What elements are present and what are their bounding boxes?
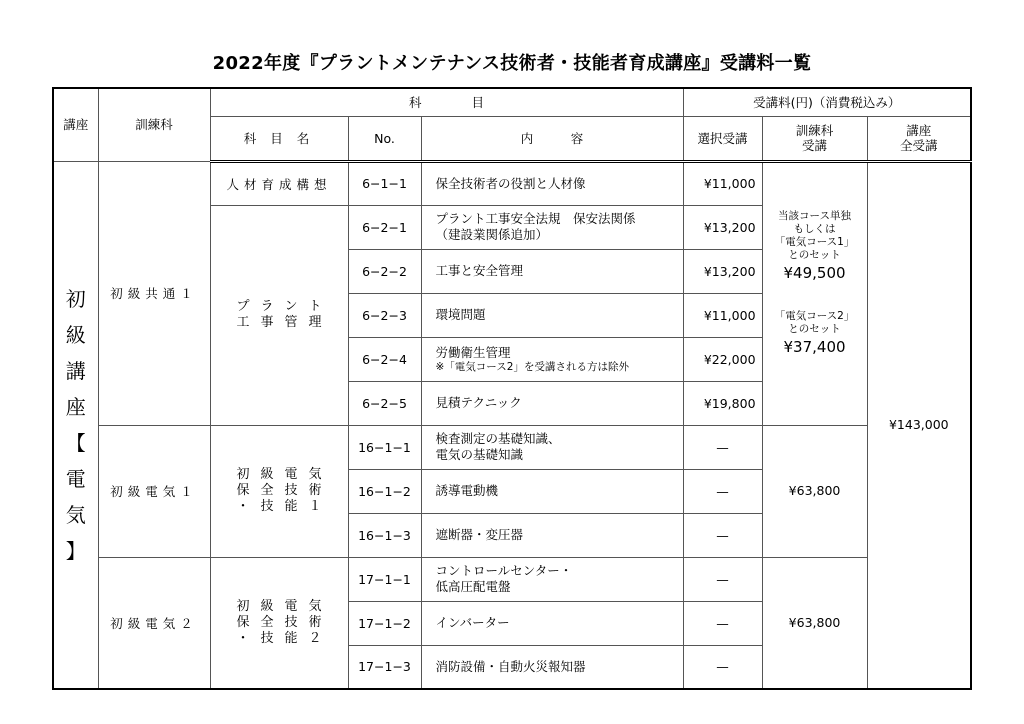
row-fee: ¥13,200: [683, 249, 762, 293]
course-char: 】: [65, 538, 86, 563]
row-no: 16−1−2: [348, 469, 421, 513]
header-subject-name: 科 目 名: [210, 116, 348, 161]
row-content-note: ※「電気コース2」を受講される方は除外: [435, 360, 629, 373]
grid-char: １: [308, 499, 322, 514]
subject-name-plant: [210, 205, 348, 425]
row-content-main: 環境問題: [435, 307, 486, 322]
row-content-sub: （建設業関係追加）: [435, 227, 549, 242]
row-fee: —: [683, 425, 762, 469]
course-name: [54, 281, 98, 569]
row-fee: —: [683, 557, 762, 601]
grid-char: 保: [236, 614, 250, 630]
row-content: [421, 337, 683, 381]
grid-char: 初: [236, 467, 250, 482]
training-fee-common: [762, 161, 867, 425]
training-elec-2: 初級電気２: [98, 557, 210, 689]
header-subject: 科 目: [210, 88, 683, 116]
fee-table: [52, 87, 972, 690]
course-total-fee: ¥143,000: [867, 161, 971, 689]
grid-char: 理: [308, 315, 322, 330]
row-content-main: 消防設備・自動火災報知器: [435, 658, 586, 674]
grid-char: 技: [260, 630, 274, 646]
row-no: 6−2−1: [348, 205, 421, 249]
grid-char: 電: [284, 598, 298, 614]
fee-note-1-line: 当該コース単独: [778, 209, 852, 222]
grid-char: 能: [284, 499, 298, 514]
grid-char: 技: [284, 483, 298, 498]
subject-name-elec-2: [210, 557, 348, 689]
grid-char: 術: [308, 483, 322, 498]
grid-char: 気: [308, 598, 322, 614]
row-content-main: 誘導電動機: [435, 483, 499, 498]
row-content: [421, 513, 683, 557]
row-no: 17−1−3: [348, 645, 421, 689]
grid-char: 初: [236, 598, 250, 614]
grid-char: 技: [284, 614, 298, 630]
header-course-fee-line2: 全受講: [900, 138, 938, 153]
row-content-main: 労働衛生管理: [435, 344, 511, 360]
row-content-sub: 電気の基礎知識: [435, 447, 524, 462]
grid-char: ラ: [260, 299, 274, 314]
row-no: 6−2−5: [348, 381, 421, 425]
row-content: [421, 249, 683, 293]
row-fee: —: [683, 601, 762, 645]
grid-char: 保: [236, 483, 250, 498]
grid-char: プ: [236, 299, 250, 314]
course-char: 気: [65, 502, 86, 527]
grid-char: 全: [260, 614, 274, 630]
header-training-fee-line2: 受講: [802, 138, 828, 153]
training-common-1: 初級共通１: [98, 161, 210, 425]
row-no: 6−2−4: [348, 337, 421, 381]
fee-note-1-line: 「電気コース1」: [774, 235, 855, 248]
header-training: 訓練科: [98, 88, 210, 161]
course-char: 初: [65, 286, 86, 311]
fee-note-2-line: 「電気コース2」: [774, 309, 855, 322]
grid-char: 級: [260, 467, 274, 482]
row-fee: ¥11,000: [683, 293, 762, 337]
grid-char: 技: [260, 499, 274, 514]
row-content: [421, 557, 683, 601]
row-no: 6−2−2: [348, 249, 421, 293]
row-content: [421, 425, 683, 469]
row-no: 6−2−3: [348, 293, 421, 337]
grid-char: 工: [236, 315, 250, 330]
row-content-main: 保全技術者の役割と人材像: [435, 175, 586, 191]
subject-name-plant-text: [231, 299, 327, 331]
row-fee: ¥13,200: [683, 205, 762, 249]
grid-char: ・: [236, 499, 250, 514]
header-training-fee-line1: 訓練科: [795, 123, 834, 138]
grid-char: 事: [260, 315, 274, 330]
row-no: 17−1−1: [348, 557, 421, 601]
row-no: 6−1−1: [348, 161, 421, 205]
training-fee-elec-1: ¥63,800: [762, 425, 867, 557]
grid-char: ト: [308, 299, 322, 314]
row-content: [421, 381, 683, 425]
grid-char: 管: [284, 315, 298, 330]
course-char: 座: [65, 394, 86, 419]
row-content: [421, 469, 683, 513]
row-no: 17−1−2: [348, 601, 421, 645]
grid-char: 能: [284, 630, 298, 646]
subject-name-jinzai: 人材育成構想: [210, 161, 348, 205]
fee-note-1-line: もしくは: [793, 222, 836, 235]
subject-name-elec-2-text: [231, 599, 327, 647]
header-fees: 受講料(円)（消費税込み）: [683, 88, 971, 116]
row-content-main: 工事と安全管理: [435, 263, 524, 278]
row-fee: ¥19,800: [683, 381, 762, 425]
course-char: 電: [65, 466, 86, 491]
row-content-main: 見積テクニック: [435, 395, 522, 410]
course-char: 【: [65, 430, 86, 455]
header-course: 講座: [53, 88, 98, 161]
grid-char: ２: [308, 630, 322, 646]
row-content: [421, 161, 683, 205]
training-elec-1: 初級電気１: [98, 425, 210, 557]
row-content-sub: 低高圧配電盤: [435, 579, 511, 594]
row-content: [421, 601, 683, 645]
course-cell: [53, 161, 98, 689]
row-content-main: 検査測定の基礎知識、: [435, 431, 561, 446]
row-content-main: コントロールセンター・: [435, 563, 573, 578]
subject-name-elec-1: [210, 425, 348, 557]
course-char: 級: [65, 322, 86, 347]
header-selected: 選択受講: [683, 116, 762, 161]
subject-name-elec-1-text: [231, 467, 327, 515]
fee-note-2: [763, 310, 867, 336]
row-fee: —: [683, 469, 762, 513]
fee-note-2-line: とのセット: [788, 322, 841, 335]
row-content-main: インバーター: [435, 615, 510, 630]
row-no: 16−1−1: [348, 425, 421, 469]
row-content: [421, 205, 683, 249]
fee-price-1: ¥49,500: [783, 263, 846, 282]
grid-char: 気: [308, 467, 322, 482]
course-char: 講: [65, 358, 86, 383]
header-course-fee-line1: 講座: [906, 123, 932, 138]
grid-char: 電: [284, 467, 298, 482]
row-content: [421, 645, 683, 689]
fee-price-2: ¥37,400: [783, 337, 846, 356]
header-course-fee: [867, 116, 971, 161]
header-training-fee: [762, 116, 867, 161]
grid-char: ン: [284, 299, 298, 314]
row-fee: ¥22,000: [683, 337, 762, 381]
row-fee: —: [683, 513, 762, 557]
fee-note-1-line: とのセット: [788, 248, 841, 261]
grid-char: 級: [260, 598, 274, 614]
header-content: 内 容: [421, 116, 683, 161]
row-fee: —: [683, 645, 762, 689]
row-content-main: 遮断器・変圧器: [435, 527, 524, 542]
fee-note-1: [763, 210, 867, 262]
header-no: No.: [348, 116, 421, 161]
grid-char: 全: [260, 483, 274, 498]
training-fee-elec-2: ¥63,800: [762, 557, 867, 689]
row-fee: ¥11,000: [683, 161, 762, 205]
row-content-main: プラント工事安全法規 保安法関係: [435, 211, 636, 226]
page-title: 2022年度『プラントメンテナンス技術者・技能者育成講座』受講料一覧: [212, 53, 812, 74]
row-content: [421, 293, 683, 337]
grid-char: 術: [308, 614, 322, 630]
row-no: 16−1−3: [348, 513, 421, 557]
grid-char: ・: [236, 630, 250, 646]
